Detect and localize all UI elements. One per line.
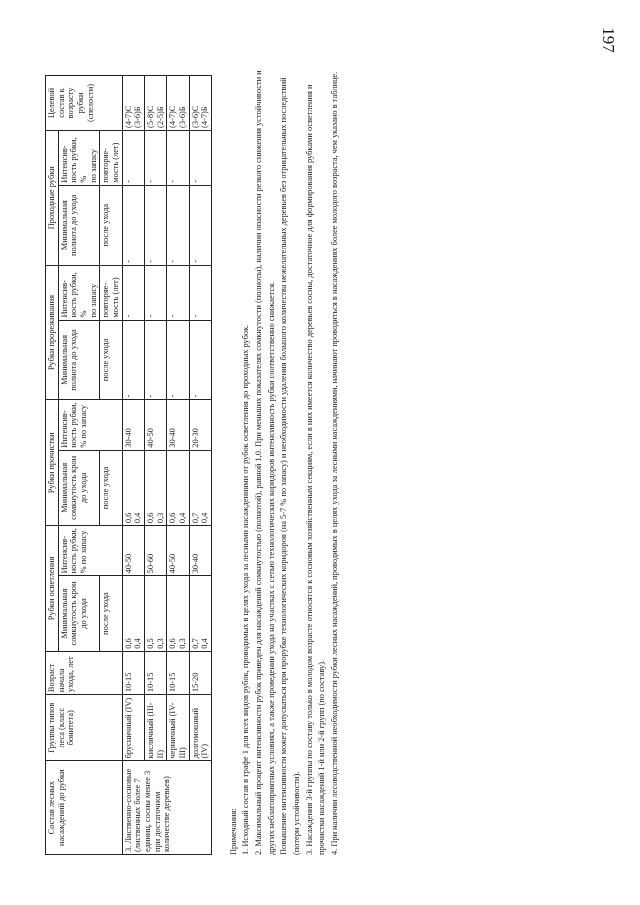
note-2-continued: Повышение интенсивности может допускаться при прорубке технологических коридоров (на 5-7 % по запасу) и необходимости удаления большого количества нежелательных деревьев без отрицательных последствий (потери устойчивости). bbox=[279, 77, 301, 855]
notes-title: Примечания: bbox=[228, 808, 238, 855]
proch-closure-after: 0,3 bbox=[155, 512, 165, 524]
header-proch-intensity: Интенсив-ность рубки, % по запасу bbox=[58, 400, 122, 450]
note-2: 2. Максимальный процент интенсивности рубок приведен для насаждений сомкнутостью (полнотой), равной 1,0. При меньших показателях сомкнутости (полноты), наличии опасности резкого снижения устойчивости и других неблагоприятных условиях, а также проведении ухода на участках с сетью технологических коридоров интенсивность рубки соответственно снижается. bbox=[254, 70, 276, 855]
composition-cell: 3. Лиственно-сосновые (лиственных более 7 единиц, сосны менее 3 при достаточном количестве деревьев) bbox=[122, 761, 211, 855]
forest-group: черничный (IV-III) bbox=[167, 695, 189, 761]
header-prohod-intensity-text: Интенсив-ность рубки, % bbox=[59, 137, 88, 183]
target-composition bbox=[122, 76, 144, 131]
prorezh-intensity: - bbox=[122, 265, 144, 320]
prohod-intensity: - bbox=[122, 130, 144, 185]
header-proch-min-closure: Минимальная сомкнутость крон до ухода bbox=[58, 450, 100, 525]
header-prochistka: Рубки прочистки bbox=[46, 400, 59, 526]
header-start-age: Возраст начала ухода, лет bbox=[46, 651, 123, 694]
prorezh-density: - bbox=[122, 320, 144, 400]
target-composition bbox=[189, 76, 211, 131]
proch-closure-before: 0,7 bbox=[190, 512, 200, 524]
note-4: 4. При наличии лесоводственной необходимости рубки лесных насаждений, проводимых в целях ухода за лесными насаждениями, начинают проводиться в насаждениях более молодого возраста, чем указано в таблице. bbox=[329, 71, 339, 855]
osv-closure-before: 0,6 bbox=[123, 638, 133, 649]
proch-closure-after: 0,4 bbox=[200, 512, 210, 524]
note-3: 3. Насаждения 3-й группы по составу только в молодом возрасте относятся к сосновым хозяйственным секциям, если в них имеется количество деревьев сосны, достаточное для формирования рубками осветления и прочистки насаждений 1-й или 2-й групп (по составу). bbox=[304, 84, 327, 855]
osv-closure-before: 0,6 bbox=[168, 638, 178, 649]
prohod-intensity: - bbox=[167, 130, 189, 185]
osv-closure-after: 0,4 bbox=[200, 638, 210, 649]
prohod-density: - bbox=[144, 185, 166, 265]
start-age: 10-15 bbox=[144, 651, 166, 694]
table-row bbox=[167, 76, 189, 855]
osv-closure bbox=[122, 576, 144, 651]
osv-closure-after: 0,4 bbox=[133, 638, 143, 649]
proch-closure-after: 0,4 bbox=[177, 512, 187, 524]
header-target-composition: Целевой состав к возрасту рубки (спелости) bbox=[46, 76, 123, 131]
prorezh-intensity: - bbox=[144, 265, 166, 320]
notes-section bbox=[228, 65, 341, 855]
header-prohod-intensity bbox=[58, 130, 100, 185]
prorezh-intensity: - bbox=[167, 265, 189, 320]
osv-closure bbox=[144, 576, 166, 651]
prorezh-density: - bbox=[189, 320, 211, 400]
prohod-density: - bbox=[122, 185, 144, 265]
header-prorezh-intensity-text: Интенсив-ность рубки, % bbox=[59, 272, 88, 318]
target-composition bbox=[167, 76, 189, 131]
start-age: 15-20 bbox=[189, 651, 211, 694]
header-composition: Состав лесных насаждений до рубки bbox=[46, 761, 123, 855]
target-pine: (4-7)С bbox=[168, 105, 178, 128]
prohod-intensity: - bbox=[144, 130, 166, 185]
proch-intensity: 30-40 bbox=[122, 400, 144, 450]
table-row bbox=[144, 76, 166, 855]
header-prorezh-min-density: Минимальная полнота до ухода bbox=[58, 320, 100, 400]
osv-closure-after: 0,3 bbox=[155, 638, 165, 649]
proch-closure-before: 0,6 bbox=[168, 512, 178, 524]
page-number: 197 bbox=[598, 27, 618, 53]
proch-closure-before: 0,6 bbox=[145, 512, 155, 524]
osv-intensity: 40-50 bbox=[122, 526, 144, 576]
osv-closure-before: 0,7 bbox=[190, 638, 200, 649]
proch-intensity: 30-40 bbox=[167, 400, 189, 450]
prorezh-density: - bbox=[144, 320, 166, 400]
forest-group: брусничный (IV) bbox=[122, 695, 144, 761]
osv-intensity: 50-60 bbox=[144, 526, 166, 576]
proch-closure bbox=[122, 450, 144, 525]
header-prohod-repeat: повторяе-мость (лет) bbox=[100, 130, 122, 185]
osv-closure-after: 0,3 bbox=[177, 638, 187, 649]
osv-closure-before: 0,5 bbox=[145, 638, 155, 649]
header-prorezh-by-stock: по запасу bbox=[88, 283, 98, 318]
target-composition bbox=[144, 76, 166, 131]
header-prohod-after: после ухода bbox=[100, 185, 122, 265]
target-pine: (4-7)С bbox=[123, 105, 133, 128]
prohod-density: - bbox=[189, 185, 211, 265]
osv-intensity: 30-40 bbox=[189, 526, 211, 576]
table-row bbox=[189, 76, 211, 855]
forest-group: долгомошный (IV) bbox=[189, 695, 211, 761]
target-birch: (2-5)Б bbox=[155, 106, 165, 128]
forest-group: кисличный (III-II) bbox=[144, 695, 166, 761]
header-forest-groups: Группы типов леса (класс бонитета) bbox=[46, 695, 123, 761]
header-prohod-min-density: Минимальная полнота до ухода bbox=[58, 185, 100, 265]
start-age: 10-15 bbox=[122, 651, 144, 694]
header-osvetlenie: Рубки осветления bbox=[46, 526, 59, 652]
header-prorezh-intensity bbox=[58, 265, 100, 320]
proch-closure-after: 0,4 bbox=[133, 512, 143, 524]
target-pine: (3-6)С bbox=[190, 105, 200, 128]
prohod-density: - bbox=[167, 185, 189, 265]
landscape-content bbox=[45, 35, 605, 860]
prorezh-density: - bbox=[167, 320, 189, 400]
table-row bbox=[122, 76, 144, 855]
header-prorezhivanie: Рубки прореживания bbox=[46, 265, 59, 400]
header-osv-after: после ухода bbox=[100, 576, 122, 651]
osv-closure bbox=[189, 576, 211, 651]
prohod-intensity: - bbox=[189, 130, 211, 185]
proch-closure bbox=[167, 450, 189, 525]
target-pine: (5-8)С bbox=[145, 105, 155, 128]
header-osv-min-closure: Минимальная сомкнутость крон до ухода bbox=[58, 576, 100, 651]
proch-closure bbox=[189, 450, 211, 525]
proch-closure bbox=[144, 450, 166, 525]
target-birch: (3-6)Б bbox=[133, 106, 143, 128]
target-birch: (4-7)Б bbox=[200, 106, 210, 128]
header-prohod-by-stock: по запасу bbox=[88, 149, 98, 183]
proch-intensity: 40-50 bbox=[144, 400, 166, 450]
proch-intensity: 20-30 bbox=[189, 400, 211, 450]
header-prorezh-repeat: повторяе-мость (лет) bbox=[100, 265, 122, 320]
header-prorezh-after: после ухода bbox=[100, 320, 122, 400]
note-1: 1. Исходный состав в графе 1 для всех видов рубок, проводимых в целях ухода за лесными насаждениями от рубок осветления до проходных рубок. bbox=[241, 324, 251, 855]
osv-closure bbox=[167, 576, 189, 651]
header-prohodnye: Проходные рубки bbox=[46, 130, 59, 265]
proch-closure-before: 0,6 bbox=[123, 512, 133, 524]
start-age: 10-15 bbox=[167, 651, 189, 694]
thinning-table bbox=[45, 75, 212, 855]
osv-intensity: 40-50 bbox=[167, 526, 189, 576]
header-proch-after: после ухода bbox=[100, 450, 122, 525]
header-osv-intensity: Интенсив-ность рубки, % по запасу bbox=[58, 526, 122, 576]
prorezh-intensity: - bbox=[189, 265, 211, 320]
target-birch: (3-6)Б bbox=[177, 106, 187, 128]
